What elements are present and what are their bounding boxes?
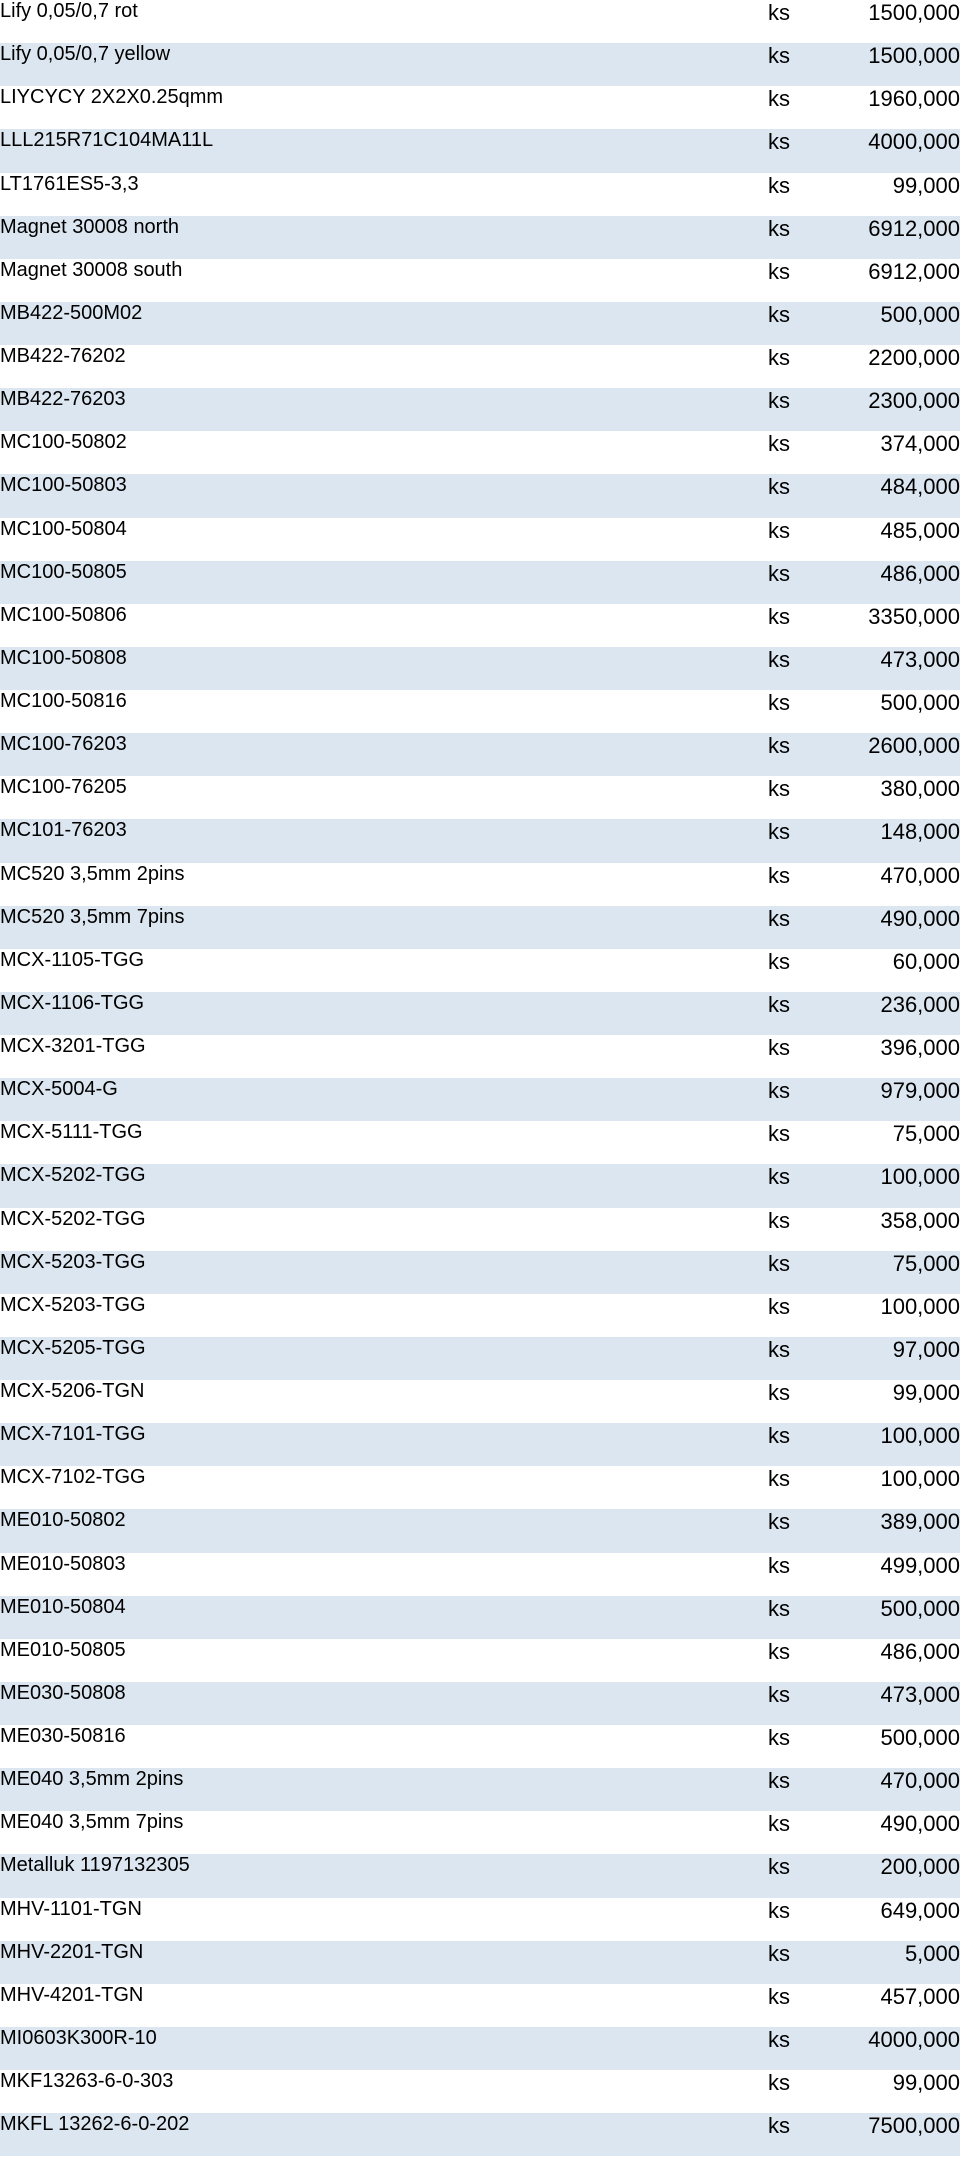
table-row [0, 992, 960, 1035]
item-quantity: 97,000 [892, 1336, 960, 1362]
item-name: MC100-50803 [0, 474, 127, 497]
table-row [0, 561, 960, 604]
table-row [0, 949, 960, 992]
table-row [0, 1164, 960, 1207]
table-row [0, 1423, 960, 1466]
item-name: MI0603K300R-10 [0, 2026, 157, 2049]
item-unit: ks [768, 1035, 790, 1060]
item-quantity: 649,000 [880, 1897, 960, 1923]
item-quantity: 2200,000 [868, 345, 960, 370]
item-unit: ks [768, 690, 790, 715]
item-name: MCX-5203-TGG [0, 1293, 146, 1316]
item-unit: ks [768, 1768, 790, 1794]
table-row [0, 259, 960, 302]
item-unit: ks [768, 1207, 790, 1233]
item-unit: ks [768, 1250, 790, 1276]
item-unit: ks [768, 776, 790, 802]
item-unit: ks [768, 43, 790, 69]
item-name: MHV-4201-TGN [0, 1983, 144, 2006]
item-name: MCX-7102-TGG [0, 1466, 146, 1489]
item-name: MC100-50806 [0, 603, 127, 626]
item-unit: ks [768, 1293, 790, 1319]
item-name: MCX-1106-TGG [0, 991, 145, 1014]
item-quantity: 470,000 [880, 1768, 960, 1794]
item-name: MHV-1101-TGN [0, 1897, 142, 1920]
item-name: ME010-50804 [0, 1595, 126, 1618]
item-unit: ks [768, 1983, 790, 2009]
item-name: ME010-50802 [0, 1509, 126, 1532]
item-quantity: 6912,000 [868, 215, 960, 241]
table-row [0, 1725, 960, 1768]
item-name: MC100-50804 [0, 517, 127, 540]
item-quantity: 1960,000 [868, 86, 960, 112]
table-row [0, 345, 960, 388]
item-quantity: 473,000 [880, 1681, 960, 1707]
item-unit: ks [768, 1854, 790, 1880]
item-name: MCX-5203-TGG [0, 1250, 146, 1273]
item-quantity: 979,000 [880, 1078, 960, 1104]
item-name: MC100-76203 [0, 733, 127, 756]
table-row [0, 819, 960, 862]
item-quantity: 2600,000 [868, 733, 960, 759]
item-unit: ks [768, 1725, 790, 1750]
table-row [0, 518, 960, 561]
item-quantity: 473,000 [880, 646, 960, 672]
item-unit: ks [768, 0, 790, 25]
table-row [0, 1509, 960, 1552]
item-unit: ks [768, 2026, 790, 2052]
item-unit: ks [768, 1509, 790, 1535]
table-row [0, 1208, 960, 1251]
item-name: MCX-5205-TGG [0, 1336, 146, 1359]
item-name: Magnet 30008 south [0, 258, 183, 281]
item-quantity: 374,000 [880, 431, 960, 457]
item-unit: ks [768, 1336, 790, 1362]
item-name: MC100-50808 [0, 646, 127, 669]
table-row [0, 1941, 960, 1984]
table-row [0, 1811, 960, 1854]
table-row [0, 1553, 960, 1596]
item-name: LLL215R71C104MA11L [0, 129, 214, 152]
item-name: MCX-5202-TGG [0, 1164, 146, 1187]
table-row [0, 2113, 960, 2156]
table-row [0, 216, 960, 259]
item-unit: ks [768, 1164, 790, 1190]
item-unit: ks [768, 1078, 790, 1104]
item-name: ME030-50808 [0, 1681, 126, 1704]
item-quantity: 500,000 [880, 690, 960, 715]
item-name: MCX-3201-TGG [0, 1035, 146, 1057]
item-unit: ks [768, 517, 790, 543]
item-quantity: 490,000 [880, 1811, 960, 1837]
table-row [0, 1078, 960, 1121]
table-row [0, 733, 960, 776]
table-row [0, 129, 960, 172]
table-row [0, 2027, 960, 2070]
table-row [0, 1682, 960, 1725]
item-quantity: 99,000 [892, 172, 960, 198]
item-name: MCX-5202-TGG [0, 1207, 146, 1230]
item-quantity: 457,000 [880, 1983, 960, 2009]
table-row [0, 1596, 960, 1639]
item-quantity: 200,000 [880, 1854, 960, 1880]
item-unit: ks [768, 1940, 790, 1966]
table-row [0, 302, 960, 345]
item-name: MCX-7101-TGG [0, 1423, 146, 1446]
item-name: MHV-2201-TGN [0, 1940, 144, 1963]
item-quantity: 75,000 [892, 1250, 960, 1276]
item-unit: ks [768, 388, 790, 414]
item-unit: ks [768, 1552, 790, 1578]
table-row [0, 776, 960, 819]
item-name: MKF13263-6-0-303 [0, 2070, 174, 2092]
item-name: ME010-50805 [0, 1638, 126, 1661]
table-row [0, 2070, 960, 2113]
table-row [0, 647, 960, 690]
item-name: Magnet 30008 north [0, 215, 180, 238]
item-name: MC100-50802 [0, 431, 127, 454]
table-row [0, 43, 960, 86]
item-quantity: 500,000 [880, 301, 960, 327]
item-unit: ks [768, 1681, 790, 1707]
item-quantity: 2300,000 [868, 388, 960, 414]
item-quantity: 6912,000 [868, 258, 960, 284]
item-quantity: 500,000 [880, 1725, 960, 1750]
table-row [0, 1380, 960, 1423]
item-unit: ks [768, 1380, 790, 1405]
table-row [0, 431, 960, 474]
item-quantity: 5,000 [904, 1940, 960, 1966]
item-name: Metalluk 1197132305 [0, 1854, 190, 1877]
item-unit: ks [768, 991, 790, 1017]
item-name: ME040 3,5mm 2pins [0, 1768, 184, 1791]
item-quantity: 486,000 [880, 560, 960, 586]
item-quantity: 7500,000 [868, 2113, 960, 2139]
item-quantity: 75,000 [892, 1121, 960, 1147]
item-name: MB422-76203 [0, 388, 126, 411]
item-unit: ks [768, 474, 790, 500]
item-quantity: 3350,000 [868, 603, 960, 629]
table-row [0, 86, 960, 129]
item-unit: ks [768, 560, 790, 586]
item-name: ME010-50803 [0, 1552, 126, 1575]
item-quantity: 490,000 [880, 905, 960, 931]
item-unit: ks [768, 215, 790, 241]
item-name: MKFL 13262-6-0-202 [0, 2113, 190, 2136]
table-row [0, 1035, 960, 1078]
table-row [0, 690, 960, 733]
table-row [0, 388, 960, 431]
item-name: Lify 0,05/0,7 rot [0, 0, 138, 22]
item-name: MC100-50816 [0, 690, 127, 712]
item-unit: ks [768, 819, 790, 845]
item-quantity: 358,000 [880, 1207, 960, 1233]
item-name: MB422-500M02 [0, 301, 143, 324]
item-unit: ks [768, 301, 790, 327]
item-name: MC100-76205 [0, 776, 127, 799]
item-unit: ks [768, 1466, 790, 1492]
item-quantity: 236,000 [880, 991, 960, 1017]
item-quantity: 1500,000 [868, 0, 960, 25]
item-quantity: 1500,000 [868, 43, 960, 69]
item-name: ME030-50816 [0, 1725, 126, 1747]
table-row [0, 1121, 960, 1164]
item-name: MB422-76202 [0, 345, 126, 367]
item-name: MC101-76203 [0, 819, 127, 842]
table-row [0, 1639, 960, 1682]
item-name: LIYCYCY 2X2X0.25qmm [0, 86, 224, 109]
item-unit: ks [768, 129, 790, 155]
table-row [0, 1768, 960, 1811]
item-unit: ks [768, 1121, 790, 1147]
item-unit: ks [768, 345, 790, 370]
table-row [0, 0, 960, 43]
item-quantity: 396,000 [880, 1035, 960, 1060]
item-unit: ks [768, 905, 790, 931]
item-quantity: 380,000 [880, 776, 960, 802]
table-row [0, 863, 960, 906]
item-name: LT1761ES5-3,3 [0, 172, 139, 195]
table-row [0, 1898, 960, 1941]
item-unit: ks [768, 2113, 790, 2139]
item-name: MCX-5004-G [0, 1078, 118, 1101]
item-name: MCX-1105-TGG [0, 948, 145, 971]
item-quantity: 499,000 [880, 1552, 960, 1578]
item-unit: ks [768, 1595, 790, 1621]
item-quantity: 99,000 [892, 2070, 960, 2095]
item-quantity: 470,000 [880, 862, 960, 888]
item-quantity: 500,000 [880, 1595, 960, 1621]
table-row [0, 1466, 960, 1509]
item-unit: ks [768, 431, 790, 457]
item-unit: ks [768, 1423, 790, 1449]
item-name: ME040 3,5mm 7pins [0, 1811, 184, 1834]
item-quantity: 4000,000 [868, 2026, 960, 2052]
item-unit: ks [768, 258, 790, 284]
item-unit: ks [768, 172, 790, 198]
item-name: MC520 3,5mm 7pins [0, 905, 185, 928]
item-quantity: 485,000 [880, 517, 960, 543]
table-row [0, 173, 960, 216]
item-unit: ks [768, 1638, 790, 1664]
item-unit: ks [768, 1811, 790, 1837]
table-row [0, 1337, 960, 1380]
item-name: MC520 3,5mm 2pins [0, 862, 185, 885]
item-quantity: 389,000 [880, 1509, 960, 1535]
item-unit: ks [768, 646, 790, 672]
table-row [0, 474, 960, 517]
item-unit: ks [768, 86, 790, 112]
table-row [0, 1984, 960, 2027]
item-unit: ks [768, 733, 790, 759]
item-unit: ks [768, 948, 790, 974]
item-unit: ks [768, 2070, 790, 2095]
item-unit: ks [768, 603, 790, 629]
table-row [0, 1854, 960, 1897]
table-row [0, 1251, 960, 1294]
item-unit: ks [768, 1897, 790, 1923]
item-quantity: 100,000 [880, 1423, 960, 1449]
item-quantity: 99,000 [892, 1380, 960, 1405]
table-row [0, 604, 960, 647]
item-quantity: 486,000 [880, 1638, 960, 1664]
item-name: MCX-5206-TGN [0, 1380, 145, 1402]
item-quantity: 4000,000 [868, 129, 960, 155]
item-quantity: 148,000 [880, 819, 960, 845]
item-quantity: 484,000 [880, 474, 960, 500]
item-quantity: 60,000 [892, 948, 960, 974]
table-row [0, 906, 960, 949]
item-unit: ks [768, 862, 790, 888]
item-quantity: 100,000 [880, 1466, 960, 1492]
item-name: Lify 0,05/0,7 yellow [0, 43, 171, 66]
item-quantity: 100,000 [880, 1293, 960, 1319]
item-name: MC100-50805 [0, 560, 127, 583]
item-quantity: 100,000 [880, 1164, 960, 1190]
item-name: MCX-5111-TGG [0, 1121, 143, 1144]
table-row [0, 1294, 960, 1337]
